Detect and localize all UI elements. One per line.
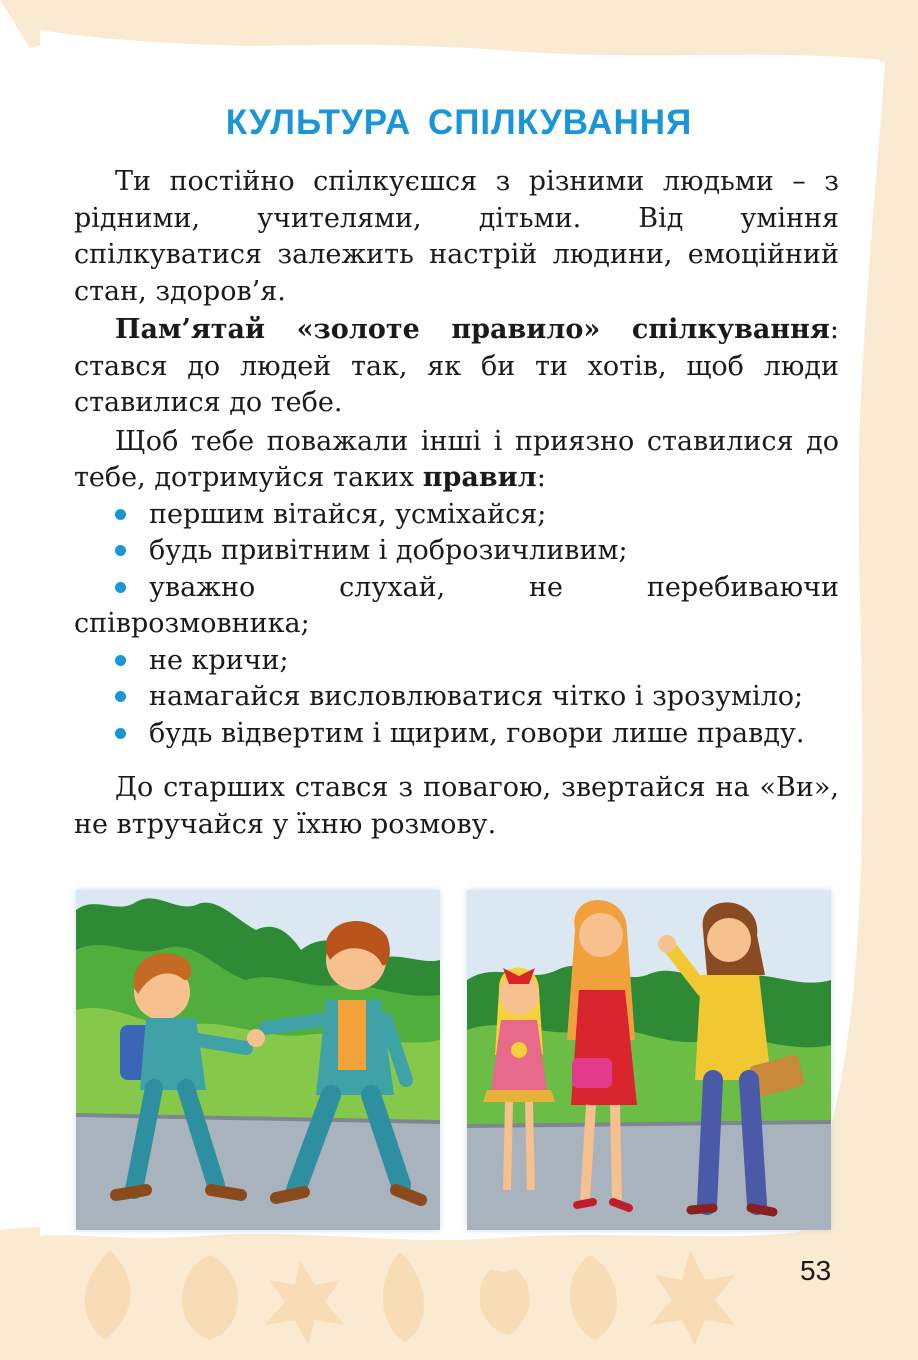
list-item: [74, 570, 839, 643]
rule-text: будь привітним і доброзичливим;: [149, 535, 628, 566]
rules-intro-colon: :: [536, 462, 546, 493]
golden-rule-bold: Пам’ятай «золоте правило» спілкування: [115, 314, 830, 345]
body-text: [74, 164, 839, 843]
rule-text: першим вітайся, усміхайся;: [149, 498, 547, 530]
rules-list: [74, 497, 839, 753]
list-item: [74, 643, 839, 680]
illustration-boys-greeting: [76, 890, 440, 1230]
rules-intro-bold: правил: [422, 462, 537, 493]
decorative-leaves: [60, 1240, 760, 1350]
bullet-icon: [115, 582, 126, 593]
illustration-girls-greeting: [467, 890, 831, 1230]
list-item: [74, 716, 839, 753]
rules-intro-paragraph: [74, 424, 839, 497]
list-item: [74, 533, 839, 570]
bullet-icon: [115, 691, 126, 702]
golden-rule-paragraph: [74, 312, 839, 422]
bullet-icon: [115, 728, 126, 739]
rule-text: уважно слухай, не перебиваючи співрозмовника;: [74, 571, 839, 639]
page-title: КУЛЬТУРА СПІЛКУВАННЯ: [225, 103, 693, 143]
bullet-icon: [115, 509, 126, 520]
rule-text: не кричи;: [149, 644, 289, 676]
elders-paragraph: До старших стався з повагою, звертайся на «Ви», не втручайся у їхню розмову.: [74, 772, 839, 840]
rule-text: намагайся висловлюватися чітко і зрозуміло;: [149, 681, 804, 712]
bullet-icon: [115, 655, 126, 666]
intro-paragraph: Ти постійно спілкуєшся з різними людьми – з рідними, учителями, дітьми. Від уміння спілкуватися залежить настрій людини, емоційний стан, здоров’я.: [74, 166, 839, 307]
bullet-icon: [115, 545, 126, 556]
list-item: [74, 679, 839, 716]
list-item: [74, 497, 839, 534]
rules-intro-text: Щоб тебе поважали інші і приязно ставилися до тебе, дотримуйся таких: [74, 425, 839, 493]
rule-text: будь відвертим і щирим, говори лише правду.: [149, 717, 805, 749]
golden-rule-text: : стався до людей так, як би ти хотів, щоб люди ставилися до тебе.: [74, 314, 839, 418]
page-number: 53: [800, 1255, 832, 1286]
